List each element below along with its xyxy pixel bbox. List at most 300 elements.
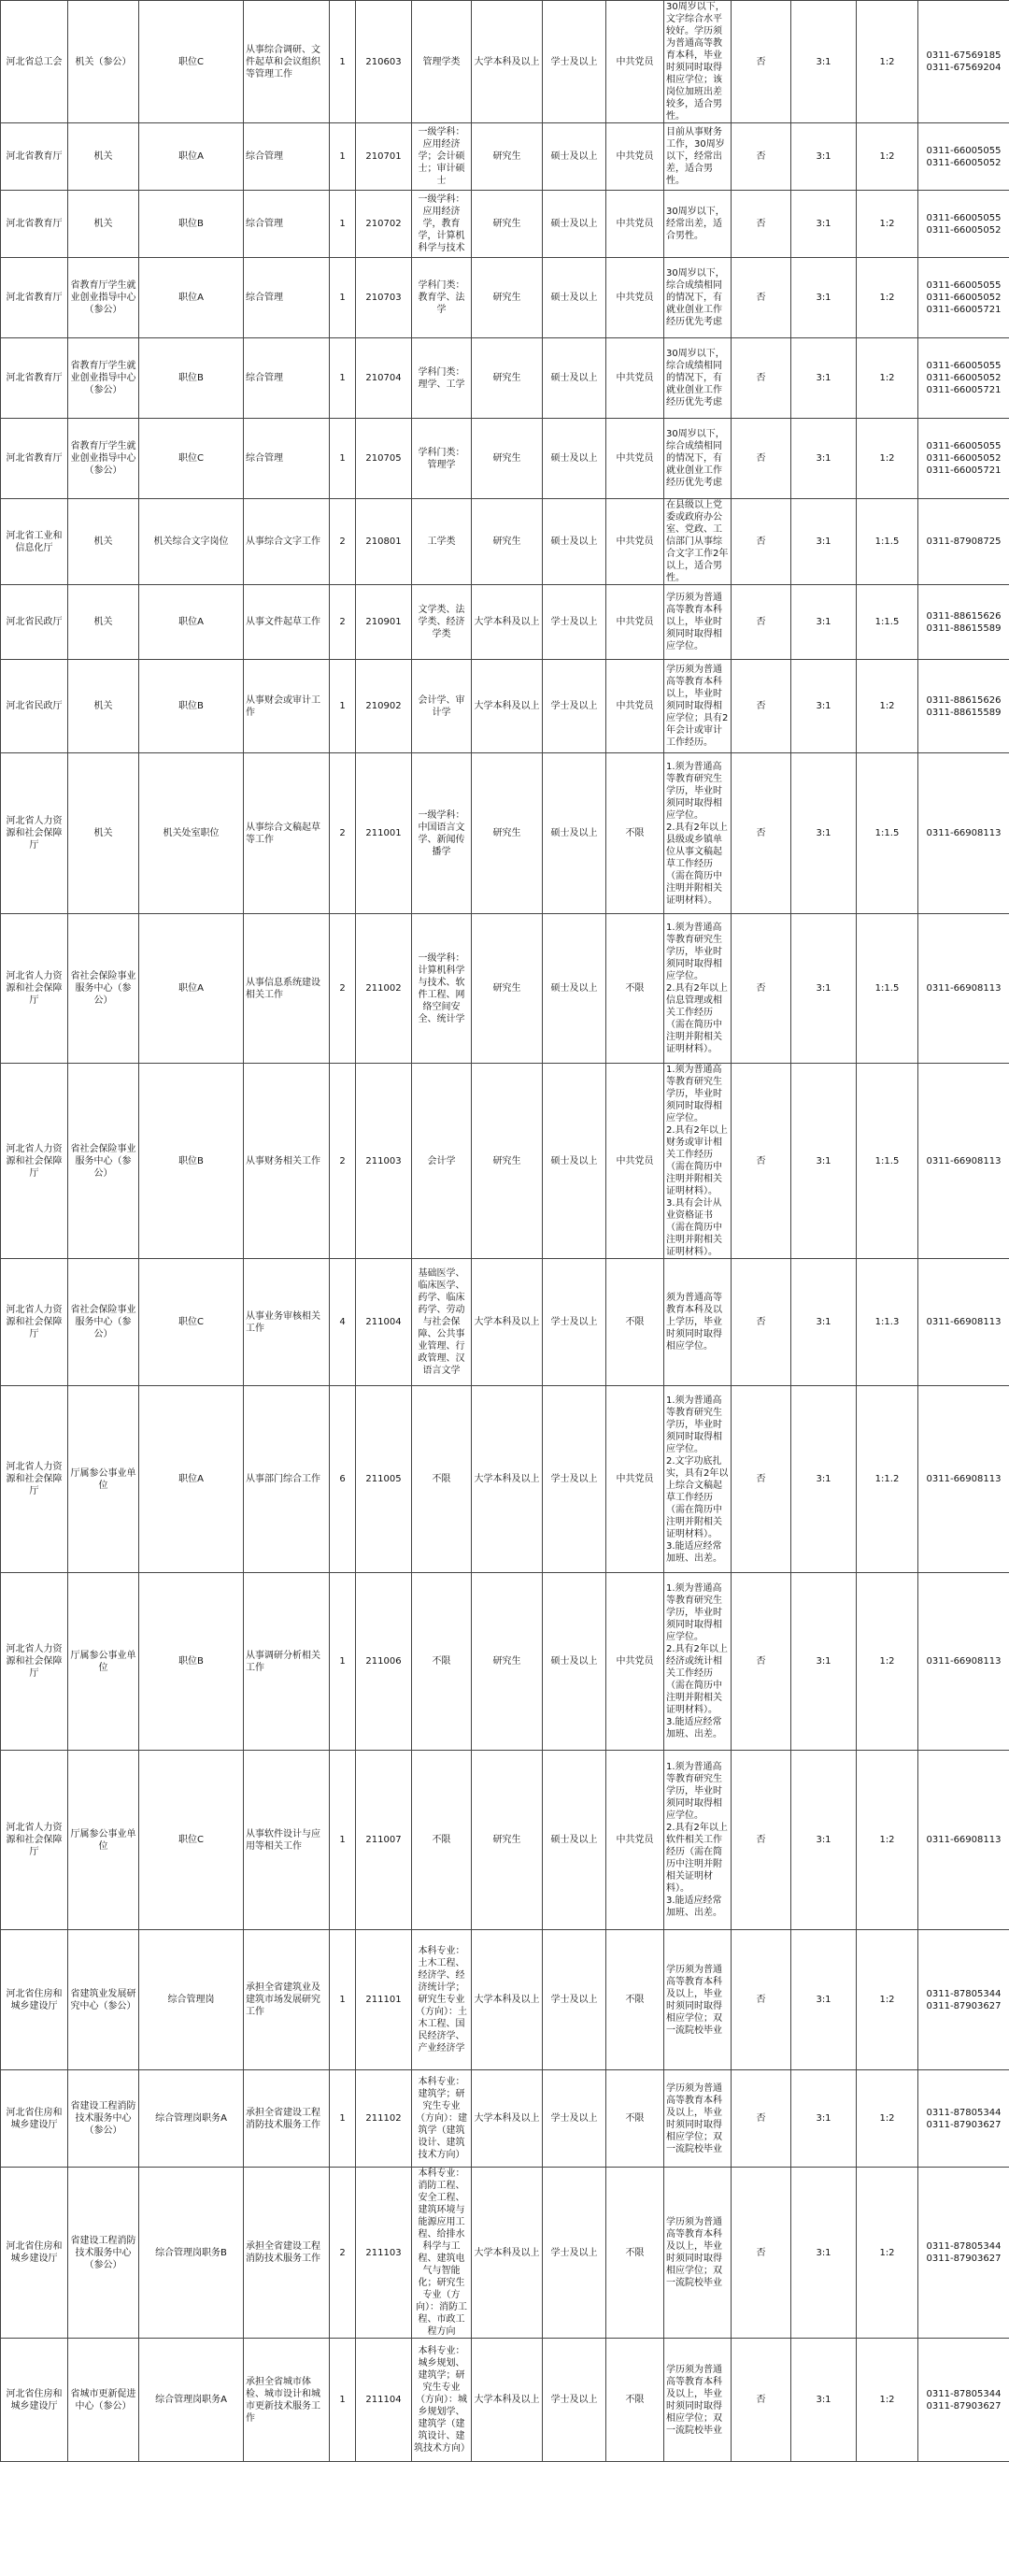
political-status-cell: 中共党员 <box>606 191 664 258</box>
exam-ratio-cell: 3:1 <box>791 1 857 123</box>
unit-cell: 省社会保险事业服务中心（参公） <box>68 1064 139 1259</box>
education-cell: 研究生 <box>472 338 543 419</box>
table-row <box>1 2339 1009 2462</box>
headcount-cell: 1 <box>330 258 356 338</box>
political-status-cell: 不限 <box>606 1930 664 2070</box>
degree-cell: 硕士及以上 <box>543 1064 606 1259</box>
exam-ratio-cell: 3:1 <box>791 753 857 914</box>
department-cell: 河北省人力资源和社会保障厅 <box>1 1259 68 1386</box>
exam-ratio-cell: 3:1 <box>791 2070 857 2168</box>
department-cell: 河北省人力资源和社会保障厅 <box>1 1064 68 1259</box>
political-status-cell: 不限 <box>606 914 664 1064</box>
other-requirements-cell: 学历须为普通高等教育本科及以上，毕业时须同时取得相应学位；双一流院校毕业 <box>664 1930 732 2070</box>
major-cell: 一级学科：计算机科学与技术、软件工程、网络空间安全、统计学 <box>412 914 472 1064</box>
education-cell: 研究生 <box>472 753 543 914</box>
education-cell: 大学本科及以上 <box>472 1 543 123</box>
degree-cell: 学士及以上 <box>543 2168 606 2339</box>
degree-cell: 硕士及以上 <box>543 1751 606 1930</box>
phone-cell: 0311-88615626 0311-88615589 <box>918 660 1009 753</box>
table-row <box>1 191 1009 258</box>
post-code-cell: 211004 <box>356 1259 412 1386</box>
post-code-cell: 210902 <box>356 660 412 753</box>
political-status-cell: 中共党员 <box>606 1064 664 1259</box>
professional-test-cell: 否 <box>732 1 791 123</box>
political-status-cell: 中共党员 <box>606 1386 664 1573</box>
education-cell: 研究生 <box>472 1751 543 1930</box>
post-code-cell: 210701 <box>356 123 412 191</box>
political-status-cell: 中共党员 <box>606 660 664 753</box>
interview-ratio-cell: 1:1.5 <box>857 499 918 585</box>
department-cell: 河北省人力资源和社会保障厅 <box>1 1386 68 1573</box>
post-code-cell: 210702 <box>356 191 412 258</box>
professional-test-cell: 否 <box>732 2339 791 2462</box>
post-cell: 职位C <box>139 419 244 499</box>
department-cell: 河北省总工会 <box>1 1 68 123</box>
education-cell: 大学本科及以上 <box>472 1259 543 1386</box>
interview-ratio-cell: 1:2 <box>857 1 918 123</box>
table-row <box>1 499 1009 585</box>
post-code-cell: 210704 <box>356 338 412 419</box>
professional-test-cell: 否 <box>732 914 791 1064</box>
interview-ratio-cell: 1:2 <box>857 1751 918 1930</box>
post-code-cell: 210705 <box>356 419 412 499</box>
headcount-cell: 1 <box>330 1 356 123</box>
exam-ratio-cell: 3:1 <box>791 338 857 419</box>
duty-cell: 综合管理 <box>244 338 330 419</box>
education-cell: 大学本科及以上 <box>472 1386 543 1573</box>
headcount-cell: 1 <box>330 2070 356 2168</box>
interview-ratio-cell: 1:2 <box>857 258 918 338</box>
table-row <box>1 123 1009 191</box>
degree-cell: 学士及以上 <box>543 1930 606 2070</box>
degree-cell: 学士及以上 <box>543 1259 606 1386</box>
phone-cell: 0311-88615626 0311-88615589 <box>918 585 1009 660</box>
other-requirements-cell: 1.须为普通高等教育研究生学历，毕业时须同时取得相应学位。 2.具有2年以上财务或审计相关工作经历（需在简历中注明并附相关证明材料）。 3.具有会计从业资格证书（需在简历中注明并附相关证明材料）。 <box>664 1064 732 1259</box>
unit-cell: 省教育厅学生就业创业指导中心（参公） <box>68 258 139 338</box>
duty-cell: 综合管理 <box>244 123 330 191</box>
table-row <box>1 914 1009 1064</box>
headcount-cell: 1 <box>330 419 356 499</box>
degree-cell: 硕士及以上 <box>543 191 606 258</box>
professional-test-cell: 否 <box>732 258 791 338</box>
post-cell: 综合管理岗职务A <box>139 2339 244 2462</box>
professional-test-cell: 否 <box>732 2070 791 2168</box>
interview-ratio-cell: 1:1.3 <box>857 1259 918 1386</box>
headcount-cell: 6 <box>330 1386 356 1573</box>
other-requirements-cell: 学历须为普通高等教育本科以上，毕业时须同时取得相应学位；具有2年会计或审计工作经历。 <box>664 660 732 753</box>
duty-cell: 承担全省城市体检、城市设计和城市更新技术服务工作 <box>244 2339 330 2462</box>
unit-cell: 省城市更新促进中心（参公） <box>68 2339 139 2462</box>
other-requirements-cell: 30周岁以下，经常出差，适合男性。 <box>664 191 732 258</box>
interview-ratio-cell: 1:1.5 <box>857 914 918 1064</box>
degree-cell: 硕士及以上 <box>543 338 606 419</box>
headcount-cell: 1 <box>330 1930 356 2070</box>
exam-ratio-cell: 3:1 <box>791 1259 857 1386</box>
department-cell: 河北省住房和城乡建设厅 <box>1 2168 68 2339</box>
duty-cell: 从事综合文字工作 <box>244 499 330 585</box>
major-cell: 学科门类：理学、工学 <box>412 338 472 419</box>
phone-cell: 0311-66908113 <box>918 1064 1009 1259</box>
other-requirements-cell: 1.须为普通高等教育研究生学历，毕业时须同时取得相应学位。 2.文字功底扎实，具有2年以上综合文稿起草工作经历（需在简历中注明并附相关证明材料）。 3.能适应经常加班、出差。 <box>664 1386 732 1573</box>
headcount-cell: 1 <box>330 2339 356 2462</box>
post-code-cell: 211002 <box>356 914 412 1064</box>
post-cell: 职位B <box>139 338 244 419</box>
post-code-cell: 210901 <box>356 585 412 660</box>
headcount-cell: 1 <box>330 123 356 191</box>
table-row <box>1 2168 1009 2339</box>
phone-cell: 0311-66005055 0311-66005052 0311-66005721 <box>918 258 1009 338</box>
phone-cell: 0311-66005055 0311-66005052 0311-66005721 <box>918 419 1009 499</box>
major-cell: 本科专业：城乡规划、建筑学；研究生专业（方向）：城乡规划学、建筑学（建筑设计、建筑技术方向） <box>412 2339 472 2462</box>
post-code-cell: 211003 <box>356 1064 412 1259</box>
post-code-cell: 211104 <box>356 2339 412 2462</box>
phone-cell: 0311-87805344 0311-87903627 <box>918 2339 1009 2462</box>
unit-cell: 省建设工程消防技术服务中心（参公） <box>68 2168 139 2339</box>
political-status-cell: 中共党员 <box>606 419 664 499</box>
phone-cell: 0311-87805344 0311-87903627 <box>918 2070 1009 2168</box>
duty-cell: 从事财会或审计工作 <box>244 660 330 753</box>
unit-cell: 机关 <box>68 660 139 753</box>
other-requirements-cell: 在县级以上党委或政府办公室、党政、工信部门从事综合文字工作2年以上，适合男性。 <box>664 499 732 585</box>
headcount-cell: 2 <box>330 585 356 660</box>
degree-cell: 硕士及以上 <box>543 258 606 338</box>
post-code-cell: 211102 <box>356 2070 412 2168</box>
unit-cell: 省社会保险事业服务中心（参公） <box>68 1259 139 1386</box>
post-cell: 职位B <box>139 191 244 258</box>
phone-cell: 0311-67569185 0311-67569204 <box>918 1 1009 123</box>
major-cell: 一级学科：应用经济学；会计硕士；审计硕士 <box>412 123 472 191</box>
department-cell: 河北省人力资源和社会保障厅 <box>1 914 68 1064</box>
post-cell: 职位B <box>139 1573 244 1751</box>
education-cell: 大学本科及以上 <box>472 660 543 753</box>
unit-cell: 厅属参公事业单位 <box>68 1751 139 1930</box>
other-requirements-cell: 1.须为普通高等教育研究生学历，毕业时须同时取得相应学位。 2.具有2年以上经济或统计相关工作经历（需在简历中注明并附相关证明材料）。 3.能适应经常加班、出差。 <box>664 1573 732 1751</box>
department-cell: 河北省住房和城乡建设厅 <box>1 2070 68 2168</box>
political-status-cell: 不限 <box>606 753 664 914</box>
headcount-cell: 1 <box>330 338 356 419</box>
professional-test-cell: 否 <box>732 585 791 660</box>
major-cell: 本科专业：消防工程、安全工程、建筑环境与能源应用工程、给排水科学与工程、建筑电气与智能化；研究生专业（方向）：消防工程、市政工程方向 <box>412 2168 472 2339</box>
other-requirements-cell: 学历须为普通高等教育本科以上，毕业时须同时取得相应学位。 <box>664 585 732 660</box>
table-row <box>1 2070 1009 2168</box>
unit-cell: 机关 <box>68 753 139 914</box>
table-row <box>1 660 1009 753</box>
political-status-cell: 中共党员 <box>606 338 664 419</box>
table-row <box>1 1386 1009 1573</box>
post-code-cell: 211001 <box>356 753 412 914</box>
interview-ratio-cell: 1:2 <box>857 419 918 499</box>
phone-cell: 0311-66908113 <box>918 1573 1009 1751</box>
duty-cell: 从事信息系统建设相关工作 <box>244 914 330 1064</box>
duty-cell: 从事财务相关工作 <box>244 1064 330 1259</box>
education-cell: 研究生 <box>472 1573 543 1751</box>
degree-cell: 硕士及以上 <box>543 123 606 191</box>
phone-cell: 0311-66908113 <box>918 1751 1009 1930</box>
professional-test-cell: 否 <box>732 2168 791 2339</box>
political-status-cell: 不限 <box>606 1259 664 1386</box>
interview-ratio-cell: 1:1.5 <box>857 1064 918 1259</box>
duty-cell: 从事业务审核相关工作 <box>244 1259 330 1386</box>
education-cell: 研究生 <box>472 258 543 338</box>
post-cell: 综合管理岗职务A <box>139 2070 244 2168</box>
table-row <box>1 585 1009 660</box>
table-row <box>1 1 1009 123</box>
post-cell: 职位C <box>139 1259 244 1386</box>
duty-cell: 从事部门综合工作 <box>244 1386 330 1573</box>
political-status-cell: 中共党员 <box>606 123 664 191</box>
political-status-cell: 中共党员 <box>606 585 664 660</box>
education-cell: 大学本科及以上 <box>472 1930 543 2070</box>
duty-cell: 从事综合文稿起草等工作 <box>244 753 330 914</box>
political-status-cell: 中共党员 <box>606 258 664 338</box>
other-requirements-cell: 须为普通高等教育本科及以上学历，毕业时须同时取得相应学位。 <box>664 1259 732 1386</box>
department-cell: 河北省人力资源和社会保障厅 <box>1 1751 68 1930</box>
post-cell: 机关处室职位 <box>139 753 244 914</box>
exam-ratio-cell: 3:1 <box>791 419 857 499</box>
education-cell: 大学本科及以上 <box>472 585 543 660</box>
exam-ratio-cell: 3:1 <box>791 914 857 1064</box>
table-row <box>1 338 1009 419</box>
phone-cell: 0311-66005055 0311-66005052 <box>918 191 1009 258</box>
interview-ratio-cell: 1:2 <box>857 1930 918 2070</box>
major-cell: 不限 <box>412 1573 472 1751</box>
department-cell: 河北省教育厅 <box>1 338 68 419</box>
interview-ratio-cell: 1:2 <box>857 2168 918 2339</box>
post-code-cell: 210603 <box>356 1 412 123</box>
major-cell: 文学类、法学类、经济学类 <box>412 585 472 660</box>
department-cell: 河北省民政厅 <box>1 585 68 660</box>
unit-cell: 机关 <box>68 123 139 191</box>
education-cell: 大学本科及以上 <box>472 2070 543 2168</box>
phone-cell: 0311-66005055 0311-66005052 0311-66005721 <box>918 338 1009 419</box>
interview-ratio-cell: 1:1.5 <box>857 585 918 660</box>
unit-cell: 省教育厅学生就业创业指导中心（参公） <box>68 419 139 499</box>
headcount-cell: 2 <box>330 914 356 1064</box>
phone-cell: 0311-87805344 0311-87903627 <box>918 2168 1009 2339</box>
post-code-cell: 211007 <box>356 1751 412 1930</box>
education-cell: 研究生 <box>472 419 543 499</box>
exam-ratio-cell: 3:1 <box>791 585 857 660</box>
exam-ratio-cell: 3:1 <box>791 1064 857 1259</box>
professional-test-cell: 否 <box>732 338 791 419</box>
professional-test-cell: 否 <box>732 1573 791 1751</box>
department-cell: 河北省住房和城乡建设厅 <box>1 2339 68 2462</box>
degree-cell: 学士及以上 <box>543 660 606 753</box>
professional-test-cell: 否 <box>732 660 791 753</box>
professional-test-cell: 否 <box>732 1751 791 1930</box>
other-requirements-cell: 30周岁以下，综合成绩相同的情况下，有就业创业工作经历优先考虑 <box>664 419 732 499</box>
major-cell: 会计学 <box>412 1064 472 1259</box>
other-requirements-cell: 1.须为普通高等教育研究生学历，毕业时须同时取得相应学位。 2.具有2年以上软件相关工作经历（需在简历中注明并附相关证明材料）。 3.能适应经常加班、出差。 <box>664 1751 732 1930</box>
political-status-cell: 不限 <box>606 2339 664 2462</box>
major-cell: 不限 <box>412 1386 472 1573</box>
interview-ratio-cell: 1:1.5 <box>857 753 918 914</box>
phone-cell: 0311-66908113 <box>918 1259 1009 1386</box>
post-cell: 综合管理岗职务B <box>139 2168 244 2339</box>
education-cell: 研究生 <box>472 499 543 585</box>
exam-ratio-cell: 3:1 <box>791 1573 857 1751</box>
unit-cell: 机关 <box>68 499 139 585</box>
headcount-cell: 2 <box>330 753 356 914</box>
post-code-cell: 211005 <box>356 1386 412 1573</box>
post-code-cell: 211103 <box>356 2168 412 2339</box>
post-cell: 综合管理岗 <box>139 1930 244 2070</box>
political-status-cell: 不限 <box>606 2168 664 2339</box>
major-cell: 一级学科：中国语言文学、新闻传播学 <box>412 753 472 914</box>
professional-test-cell: 否 <box>732 419 791 499</box>
professional-test-cell: 否 <box>732 123 791 191</box>
political-status-cell: 中共党员 <box>606 1573 664 1751</box>
other-requirements-cell: 学历须为普通高等教育本科及以上，毕业时须同时取得相应学位；双一流院校毕业 <box>664 2070 732 2168</box>
department-cell: 河北省教育厅 <box>1 123 68 191</box>
duty-cell: 综合管理 <box>244 191 330 258</box>
professional-test-cell: 否 <box>732 1259 791 1386</box>
unit-cell: 厅属参公事业单位 <box>68 1386 139 1573</box>
exam-ratio-cell: 3:1 <box>791 660 857 753</box>
degree-cell: 硕士及以上 <box>543 753 606 914</box>
post-cell: 职位A <box>139 258 244 338</box>
phone-cell: 0311-66005055 0311-66005052 <box>918 123 1009 191</box>
unit-cell: 省建设工程消防技术服务中心（参公） <box>68 2070 139 2168</box>
degree-cell: 学士及以上 <box>543 1386 606 1573</box>
degree-cell: 学士及以上 <box>543 1 606 123</box>
degree-cell: 学士及以上 <box>543 2070 606 2168</box>
post-cell: 职位A <box>139 914 244 1064</box>
exam-ratio-cell: 3:1 <box>791 191 857 258</box>
degree-cell: 硕士及以上 <box>543 419 606 499</box>
professional-test-cell: 否 <box>732 191 791 258</box>
major-cell: 基础医学、临床医学、药学、临床药学、劳动与社会保障、公共事业管理、行政管理、汉语言文学 <box>412 1259 472 1386</box>
other-requirements-cell: 30周岁以下，综合成绩相同的情况下，有就业创业工作经历优先考虑 <box>664 258 732 338</box>
headcount-cell: 4 <box>330 1259 356 1386</box>
duty-cell: 从事文件起草工作 <box>244 585 330 660</box>
department-cell: 河北省人力资源和社会保障厅 <box>1 1573 68 1751</box>
degree-cell: 硕士及以上 <box>543 499 606 585</box>
post-cell: 职位B <box>139 660 244 753</box>
professional-test-cell: 否 <box>732 1064 791 1259</box>
post-code-cell: 210801 <box>356 499 412 585</box>
major-cell: 工学类 <box>412 499 472 585</box>
other-requirements-cell: 学历须为普通高等教育本科及以上，毕业时须同时取得相应学位；双一流院校毕业 <box>664 2168 732 2339</box>
duty-cell: 承担全省建设工程消防技术服务工作 <box>244 2070 330 2168</box>
duty-cell: 综合管理 <box>244 258 330 338</box>
interview-ratio-cell: 1:2 <box>857 338 918 419</box>
duty-cell: 从事软件设计与应用等相关工作 <box>244 1751 330 1930</box>
professional-test-cell: 否 <box>732 1930 791 2070</box>
other-requirements-cell: 目前从事财务工作，30周岁以下，经常出差，适合男性。 <box>664 123 732 191</box>
post-cell: 职位A <box>139 585 244 660</box>
degree-cell: 学士及以上 <box>543 585 606 660</box>
table-row <box>1 419 1009 499</box>
major-cell: 学科门类：教育学、法学 <box>412 258 472 338</box>
other-requirements-cell: 学历须为普通高等教育本科及以上，毕业时须同时取得相应学位；双一流院校毕业 <box>664 2339 732 2462</box>
interview-ratio-cell: 1:2 <box>857 1573 918 1751</box>
post-cell: 职位C <box>139 1 244 123</box>
department-cell: 河北省教育厅 <box>1 258 68 338</box>
interview-ratio-cell: 1:2 <box>857 660 918 753</box>
exam-ratio-cell: 3:1 <box>791 1751 857 1930</box>
post-cell: 职位C <box>139 1751 244 1930</box>
duty-cell: 承担全省建设工程消防技术服务工作 <box>244 2168 330 2339</box>
professional-test-cell: 否 <box>732 1386 791 1573</box>
major-cell: 管理学类 <box>412 1 472 123</box>
headcount-cell: 1 <box>330 1573 356 1751</box>
duty-cell: 承担全省建筑业及建筑市场发展研究工作 <box>244 1930 330 2070</box>
table-row <box>1 753 1009 914</box>
post-cell: 职位B <box>139 1064 244 1259</box>
table-row <box>1 1259 1009 1386</box>
duty-cell: 综合管理 <box>244 419 330 499</box>
department-cell: 河北省工业和信息化厅 <box>1 499 68 585</box>
department-cell: 河北省教育厅 <box>1 191 68 258</box>
headcount-cell: 2 <box>330 1064 356 1259</box>
major-cell: 本科专业：建筑学；研究生专业（方向）：建筑学（建筑设计、建筑技术方向） <box>412 2070 472 2168</box>
department-cell: 河北省民政厅 <box>1 660 68 753</box>
post-cell: 机关综合文字岗位 <box>139 499 244 585</box>
department-cell: 河北省教育厅 <box>1 419 68 499</box>
education-cell: 大学本科及以上 <box>472 2339 543 2462</box>
political-status-cell: 中共党员 <box>606 499 664 585</box>
major-cell: 本科专业：土木工程、经济学、经济统计学；研究生专业（方向）：土木工程、国民经济学、产业经济学 <box>412 1930 472 2070</box>
post-code-cell: 211101 <box>356 1930 412 2070</box>
headcount-cell: 1 <box>330 191 356 258</box>
unit-cell: 省建筑业发展研究中心（参公） <box>68 1930 139 2070</box>
exam-ratio-cell: 3:1 <box>791 2168 857 2339</box>
headcount-cell: 2 <box>330 499 356 585</box>
unit-cell: 省社会保险事业服务中心（参公） <box>68 914 139 1064</box>
department-cell: 河北省人力资源和社会保障厅 <box>1 753 68 914</box>
duty-cell: 从事综合调研、文件起草和会议组织等管理工作 <box>244 1 330 123</box>
department-cell: 河北省住房和城乡建设厅 <box>1 1930 68 2070</box>
professional-test-cell: 否 <box>732 499 791 585</box>
unit-cell: 省教育厅学生就业创业指导中心（参公） <box>68 338 139 419</box>
unit-cell: 机关（参公） <box>68 1 139 123</box>
exam-ratio-cell: 3:1 <box>791 258 857 338</box>
exam-ratio-cell: 3:1 <box>791 2339 857 2462</box>
education-cell: 研究生 <box>472 191 543 258</box>
education-cell: 研究生 <box>472 914 543 1064</box>
political-status-cell: 不限 <box>606 2070 664 2168</box>
phone-cell: 0311-87908725 <box>918 499 1009 585</box>
headcount-cell: 2 <box>330 2168 356 2339</box>
exam-ratio-cell: 3:1 <box>791 1930 857 2070</box>
education-cell: 研究生 <box>472 123 543 191</box>
major-cell: 不限 <box>412 1751 472 1930</box>
major-cell: 会计学、审计学 <box>412 660 472 753</box>
interview-ratio-cell: 1:2 <box>857 123 918 191</box>
unit-cell: 机关 <box>68 191 139 258</box>
table-row <box>1 1751 1009 1930</box>
major-cell: 学科门类：管理学 <box>412 419 472 499</box>
education-cell: 大学本科及以上 <box>472 2168 543 2339</box>
interview-ratio-cell: 1:2 <box>857 191 918 258</box>
professional-test-cell: 否 <box>732 753 791 914</box>
phone-cell: 0311-87805344 0311-87903627 <box>918 1930 1009 2070</box>
other-requirements-cell: 1.须为普通高等教育研究生学历，毕业时须同时取得相应学位。 2.具有2年以上县级或乡镇单位从事文稿起草工作经历（需在简历中注明并附相关证明材料）。 <box>664 753 732 914</box>
post-cell: 职位A <box>139 1386 244 1573</box>
other-requirements-cell: 1.须为普通高等教育研究生学历，毕业时须同时取得相应学位。 2.具有2年以上信息管理或相关工作经历（需在简历中注明并附相关证明材料）。 <box>664 914 732 1064</box>
table-row <box>1 1064 1009 1259</box>
table-row <box>1 1573 1009 1751</box>
exam-ratio-cell: 3:1 <box>791 123 857 191</box>
headcount-cell: 1 <box>330 660 356 753</box>
political-status-cell: 中共党员 <box>606 1751 664 1930</box>
interview-ratio-cell: 1:1.2 <box>857 1386 918 1573</box>
unit-cell: 机关 <box>68 585 139 660</box>
major-cell: 一级学科：应用经济学，教育学，计算机科学与技术 <box>412 191 472 258</box>
exam-ratio-cell: 3:1 <box>791 1386 857 1573</box>
unit-cell: 厅属参公事业单位 <box>68 1573 139 1751</box>
